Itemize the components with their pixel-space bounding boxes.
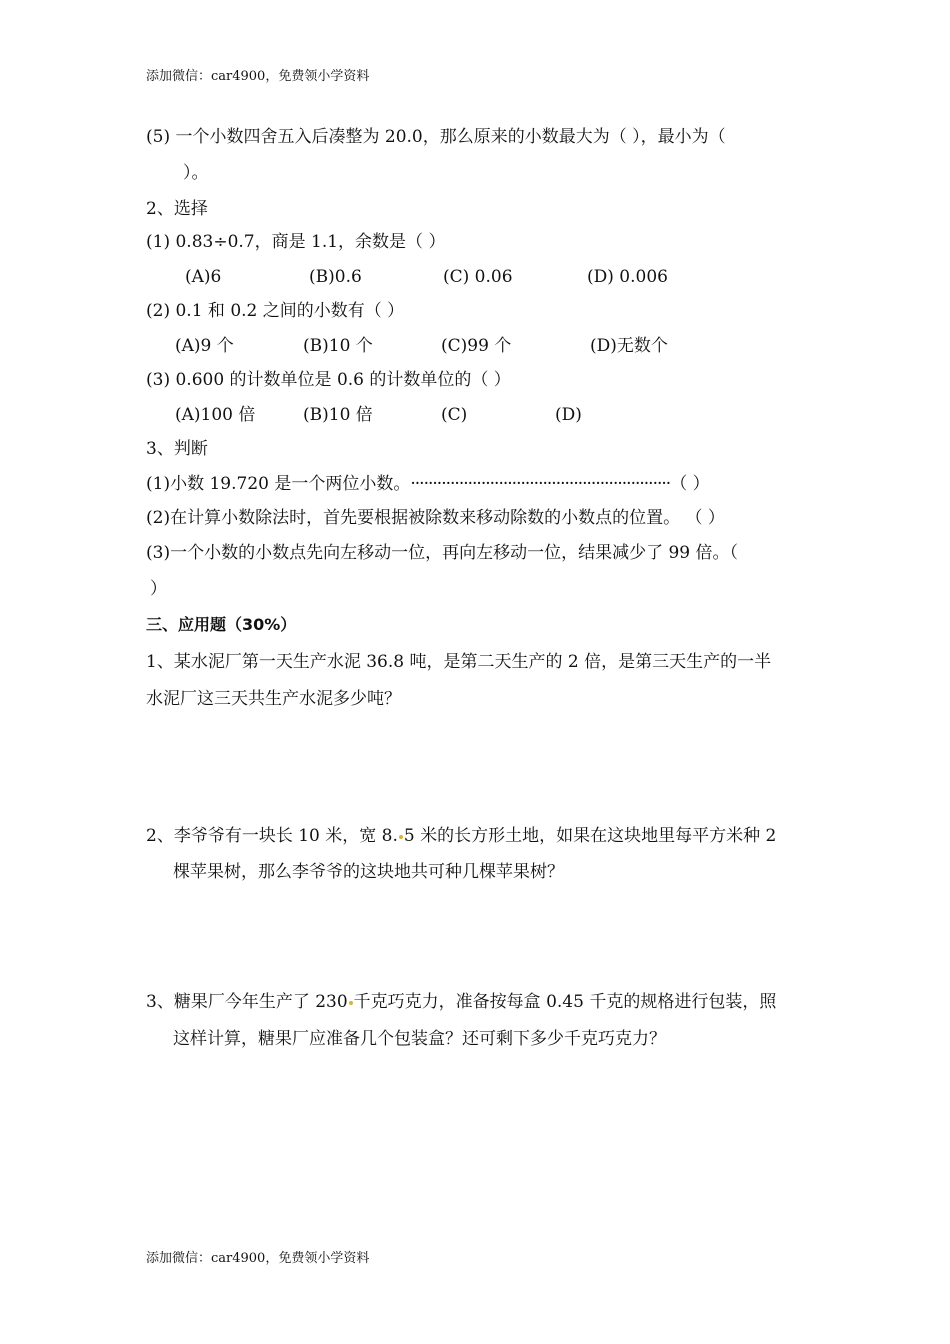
application-p3-text-a: 3、糖果厂今年生产了 230	[146, 992, 348, 1012]
stray-dot-mark	[349, 1001, 353, 1005]
application-section-heading: 三、应用题（30%）	[146, 615, 297, 634]
choice-q1-option-a: (A)6	[185, 267, 222, 287]
stray-dot-mark	[399, 835, 403, 839]
choice-question-2: (2) 0.1 和 0.2 之间的小数有（ ）	[146, 301, 405, 321]
application-problem-2-line2: 棵苹果树，那么李爷爷的这块地共可种几棵苹果树？	[173, 862, 564, 882]
application-p3-text-b: 千克巧克力，准备按每盒 0.45 千克的规格进行包装，照	[353, 992, 777, 1012]
choice-q1-option-c: (C) 0.06	[443, 267, 513, 287]
judge-q1-answer-paren: （ ）	[670, 474, 710, 494]
application-problem-2-line1	[146, 825, 776, 847]
choice-q2-option-a: (A)9 个	[175, 336, 234, 356]
choice-q3-option-c: (C)	[441, 405, 468, 425]
choice-question-3: (3) 0.600 的计数单位是 0.6 的计数单位的（ ）	[146, 370, 511, 390]
choice-q2-option-c: (C)99 个	[441, 336, 512, 356]
choice-q2-option-d: (D)无数个	[590, 336, 668, 356]
page-header: 添加微信：car4900，免费领小学资料	[146, 69, 370, 84]
application-problem-1-line1: 1、某水泥厂第一天生产水泥 36.8 吨，是第二天生产的 2 倍，是第三天生产的一半	[146, 652, 772, 672]
choice-question-1: (1) 0.83÷0.7，商是 1.1，余数是（ ）	[146, 232, 446, 252]
choice-q2-option-b: (B)10 个	[303, 336, 373, 356]
judge-question-1	[146, 473, 710, 495]
judge-question-3-line2: ）	[150, 579, 167, 599]
choice-q3-option-d: (D)	[555, 405, 582, 425]
application-problem-3-line1	[146, 991, 776, 1013]
fill-question-5-line2: ）。	[183, 163, 209, 183]
application-problem-1-line2: 水泥厂这三天共生产水泥多少吨？	[146, 689, 401, 709]
judge-question-2: (2)在计算小数除法时，首先要根据被除数来移动除数的小数点的位置。 （ ）	[146, 508, 725, 528]
judge-q1-text: (1)小数 19.720 是一个两位小数。	[146, 474, 411, 494]
application-p2-text-b: 5 米的长方形土地，如果在这块地里每平方米种 2	[403, 826, 777, 846]
judge-q1-leader-dots: ···························································	[410, 474, 671, 494]
choice-q3-option-a: (A)100 倍	[175, 405, 256, 425]
fill-question-5-line1: (5) 一个小数四舍五入后凑整为 20.0，那么原来的小数最大为（ ），最小为（	[146, 127, 726, 147]
judge-question-3-line1: (3)一个小数的小数点先向左移动一位，再向左移动一位，结果减少了 99 倍。（	[146, 543, 739, 563]
page-footer: 添加微信：car4900，免费领小学资料	[146, 1251, 370, 1266]
application-p2-text-a: 2、李爷爷有一块长 10 米，宽 8.	[146, 826, 398, 846]
choice-q1-option-b: (B)0.6	[309, 267, 362, 287]
choice-q1-option-d: (D) 0.006	[587, 267, 668, 287]
choice-section-heading: 2、选择	[146, 199, 208, 219]
application-problem-3-line2: 这样计算，糖果厂应准备几个包装盒？还可剩下多少千克巧克力？	[173, 1029, 666, 1049]
choice-q3-option-b: (B)10 倍	[303, 405, 373, 425]
judge-section-heading: 3、判断	[146, 439, 208, 459]
